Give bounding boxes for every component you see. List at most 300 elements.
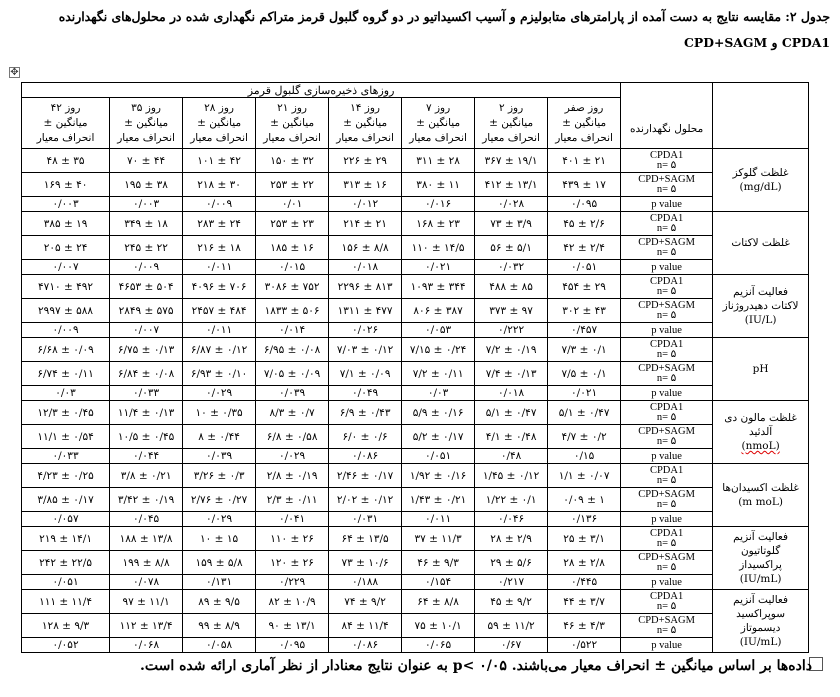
table-row	[22, 488, 809, 512]
p-value-label: p value	[621, 197, 713, 212]
value-cell: ۰/۲۱ ± ۳/۸	[110, 464, 183, 488]
parameter-name3: پراکسیداز	[739, 559, 782, 571]
parameter-name: فعالیت آنزیم	[733, 286, 788, 298]
value-cell: ۳/۹ ± ۷۳	[475, 212, 548, 236]
parameter-name-cell	[713, 212, 809, 275]
p-value-cell: ۰/۱۳۶	[548, 512, 621, 527]
solution-name: CPD+SAGM	[638, 614, 695, 626]
results-table	[21, 82, 809, 653]
p-value-cell: ۰/۰۴۵	[110, 512, 183, 527]
value-cell: ۰/۷ ± ۸/۳	[256, 401, 329, 425]
parameter-name: غلظت گلوکز	[732, 167, 789, 179]
value-cell: ۰/۱۹ ± ۳/۴۲	[110, 488, 183, 512]
value-cell: ۴۹۲ ± ۴۷۱۰	[22, 275, 110, 299]
value-cell: ۰/۵۸ ± ۶/۸	[256, 425, 329, 449]
value-cell: ۴۲ ± ۱۰۱	[183, 149, 256, 173]
value-cell: ۱۳/۱ ± ۴۱۲	[475, 173, 548, 197]
caption-line-2: CPDA1 و CPD+SAGM	[684, 35, 830, 50]
value-cell: ۱۵ ± ۱۰	[183, 527, 256, 551]
p-value-cell: ۰/۰۱۸	[475, 386, 548, 401]
day-stat-label: میانگین ±	[416, 116, 461, 129]
table-row	[22, 212, 809, 236]
value-cell: ۰/۱۷ ± ۳/۸۵	[22, 488, 110, 512]
value-cell: ۱۱/۳ ± ۳۷	[402, 527, 475, 551]
p-value-cell: ۰/۰۰۷	[110, 323, 183, 338]
value-cell: ۲۲ ± ۲۵۳	[256, 173, 329, 197]
solution-cpd-sagm-cell	[621, 488, 713, 512]
value-cell: ۳۲ ± ۱۵۰	[256, 149, 329, 173]
value-cell: ۰/۴۷ ± ۵/۱	[548, 401, 621, 425]
p-value-cell: ۰/۰۳۱	[329, 512, 402, 527]
p-value-cell: ۰/۰۸۶	[329, 638, 402, 653]
solution-cpd-sagm-cell	[621, 551, 713, 575]
day-stat-label-2: انحراف معیار	[36, 131, 95, 144]
table-row	[22, 512, 809, 527]
sample-size: n= ۵	[656, 561, 677, 573]
value-cell: ۱ ± ۰/۰۹	[548, 488, 621, 512]
p-value-cell: ۰/۰۶۵	[402, 638, 475, 653]
value-cell: ۲۱ ± ۴۰۱	[548, 149, 621, 173]
parameter-name: غلظت لاکتات	[731, 237, 790, 249]
solution-name: CPDA1	[649, 590, 684, 602]
sample-size: n= ۵	[656, 372, 677, 384]
sample-size: n= ۵	[656, 222, 677, 234]
value-cell: ۹/۲ ± ۷۴	[329, 590, 402, 614]
day-stat-label-2: انحراف معیار	[117, 131, 175, 144]
sample-size: n= ۵	[656, 246, 677, 258]
value-cell: ۰/۰۸ ± ۶/۹۵	[256, 338, 329, 362]
value-cell: ۰/۱۹ ± ۷/۲	[475, 338, 548, 362]
p-value-cell: ۰/۰۰۳	[110, 197, 183, 212]
solution-name: CPD+SAGM	[638, 551, 695, 563]
parameter-name2: سوپراکسید	[736, 608, 786, 620]
p-value-cell: ۰/۰۴۶	[475, 512, 548, 527]
value-cell: ۰/۰۹ ± ۷/۰۵	[256, 362, 329, 386]
parameter-unit: (nmoL)	[741, 440, 780, 452]
parameter-unit: (IU/L)	[744, 314, 777, 326]
value-cell: ۳۵ ± ۴۸	[22, 149, 110, 173]
day-header	[22, 98, 110, 149]
p-value-cell: ۰/۱۵۴	[402, 575, 475, 590]
solution-name: CPDA1	[649, 401, 684, 413]
p-value-cell: ۰/۰۵۳	[402, 323, 475, 338]
value-cell: ۰/۴۸ ± ۴/۱	[475, 425, 548, 449]
p-value-cell: ۰/۰۳۲	[475, 260, 548, 275]
day-stat-label: میانگین ±	[43, 116, 88, 129]
day-header	[183, 98, 256, 149]
p-value-label: p value	[621, 323, 713, 338]
value-cell: ۸۵ ± ۴۸۸	[475, 275, 548, 299]
parameter-name-cell	[713, 590, 809, 653]
day-stat-label: میانگین ±	[562, 116, 607, 129]
parameter-name: غلظت اکسیدان‌ها	[722, 482, 799, 494]
p-value-cell: ۰/۰۵۱	[548, 260, 621, 275]
day-header	[110, 98, 183, 149]
value-cell: ۰/۲۱ ± ۱/۴۳	[402, 488, 475, 512]
value-cell: ۰/۱ ± ۱/۲۲	[475, 488, 548, 512]
table-row	[22, 401, 809, 425]
value-cell: ۰/۰۸ ± ۶/۸۴	[110, 362, 183, 386]
parameter-name2: آلدئید	[748, 426, 773, 438]
value-cell: ۷۰۶ ± ۴۰۹۶	[183, 275, 256, 299]
p-value-label: p value	[621, 449, 713, 464]
solution-header: محلول نگهدارنده	[621, 83, 713, 149]
day-stat-label: میانگین ±	[197, 116, 242, 129]
day-label: روز ۴۲	[50, 101, 81, 114]
value-cell: ۰/۵۴ ± ۱۱/۱	[22, 425, 110, 449]
p-value-cell: ۰/۰۱۱	[402, 512, 475, 527]
value-cell: ۰/۰۹ ± ۶/۶۸	[22, 338, 110, 362]
value-cell: ۰/۱ ± ۷/۳	[548, 338, 621, 362]
caption-line-1: جدول ۲: مقایسه نتایج به دست آمده از پارامترهای متابولیزم و آسیب اکسیداتیو در دو گروه گلبول قرمز متراکم نگهداری شده در محلول‌های نگهدارنده	[58, 9, 830, 24]
value-cell: ۲/۸ ± ۲۸	[548, 551, 621, 575]
p-value-cell: ۰/۰۸۶	[329, 449, 402, 464]
sample-size: n= ۵	[656, 624, 677, 636]
sample-size: n= ۵	[656, 159, 677, 171]
p-value-cell: ۰/۶۷	[475, 638, 548, 653]
value-cell: ۲۶ ± ۱۲۰	[256, 551, 329, 575]
value-cell: ۲۶ ± ۱۱۰	[256, 527, 329, 551]
value-cell: ۱۱/۱ ± ۹۷	[110, 590, 183, 614]
parameter-name-cell	[713, 527, 809, 590]
day-stat-label-2: انحراف معیار	[482, 131, 540, 144]
day-label: روز ۲	[498, 101, 524, 114]
table-row	[22, 590, 809, 614]
value-cell: ۲۲/۵ ± ۲۴۲	[22, 551, 110, 575]
value-cell: ۰/۰۷ ± ۱/۱	[548, 464, 621, 488]
value-cell: ۰/۱۲ ± ۷/۰۳	[329, 338, 402, 362]
p-value-cell: ۰/۰۲۹	[183, 512, 256, 527]
p-value-cell: ۰/۵۲۲	[548, 638, 621, 653]
value-cell: ۲۹ ± ۲۲۶	[329, 149, 402, 173]
table-row	[22, 149, 809, 173]
value-cell: ۱۱/۲ ± ۵۹	[475, 614, 548, 638]
value-cell: ۴۴ ± ۷۰	[110, 149, 183, 173]
value-cell: ۰/۴۴ ± ۸	[183, 425, 256, 449]
p-value-cell: ۰/۰۰۹	[22, 323, 110, 338]
sample-size: n= ۵	[656, 537, 677, 549]
p-value-cell: ۰/۰۱	[256, 197, 329, 212]
value-cell: ۰/۱ ± ۷/۵	[548, 362, 621, 386]
day-label: روز صفر	[564, 101, 604, 114]
p-value-cell: ۰/۲۲۹	[256, 575, 329, 590]
p-value-cell: ۰/۰۳	[402, 386, 475, 401]
value-cell: ۸۱۳ ± ۲۲۹۶	[329, 275, 402, 299]
day-stat-label-2: انحراف معیار	[190, 131, 248, 144]
parameter-name3: دیسموتاز	[740, 622, 781, 634]
sample-size: n= ۵	[656, 411, 677, 423]
p-value-cell: ۰/۰۲۱	[548, 386, 621, 401]
sample-size: n= ۵	[656, 600, 677, 612]
solution-name: CPD+SAGM	[638, 425, 695, 437]
value-cell: ۱۳/۱ ± ۹۰	[256, 614, 329, 638]
solution-cpd-sagm-cell	[621, 614, 713, 638]
p-value-cell: ۰/۴۸	[475, 449, 548, 464]
sample-size: n= ۵	[656, 348, 677, 360]
parameter-name-cell	[713, 464, 809, 527]
table-footnote: داده‌ها بر اساس میانگین ± انحراف معیار می‌باشند. p< ۰/۰۵ به عنوان نتایج معنادار از نظر آماری ارائه شده است.	[139, 658, 812, 674]
table-row	[22, 236, 809, 260]
value-cell: ۱۴/۱ ± ۲۱۹	[22, 527, 110, 551]
p-value-label: p value	[621, 386, 713, 401]
value-cell: ۵۷۵ ± ۲۸۴۹	[110, 299, 183, 323]
table-row	[22, 527, 809, 551]
value-cell: ۳/۷ ± ۴۴	[548, 590, 621, 614]
solution-cpda1-cell	[621, 401, 713, 425]
p-value-cell: ۰/۰۳۳	[110, 386, 183, 401]
value-cell: ۲/۴ ± ۴۲	[548, 236, 621, 260]
day-stat-label-2: انحراف معیار	[555, 131, 613, 144]
value-cell: ۸/۹ ± ۹۹	[183, 614, 256, 638]
solution-cpda1-cell	[621, 275, 713, 299]
table-row	[22, 638, 809, 653]
solution-name: CPD+SAGM	[638, 299, 695, 311]
value-cell: ۳/۱ ± ۲۵	[548, 527, 621, 551]
p-value-cell: ۰/۰۲۶	[329, 323, 402, 338]
table-row	[22, 575, 809, 590]
value-cell: ۴۰ ± ۱۶۹	[22, 173, 110, 197]
day-stat-label: میانگین ±	[270, 116, 315, 129]
value-cell: ۰/۱۳ ± ۶/۷۵	[110, 338, 183, 362]
value-cell: ۸/۸ ± ۱۵۶	[329, 236, 402, 260]
p-value-cell: ۰/۲۱۷	[475, 575, 548, 590]
parameter-unit: (IU/mL)	[739, 636, 782, 648]
value-cell: ۰/۳ ± ۳/۲۶	[183, 464, 256, 488]
day-label: روز ۷	[425, 101, 451, 114]
value-cell: ۰/۲ ± ۴/۷	[548, 425, 621, 449]
p-value-cell: ۰/۰۳۹	[256, 386, 329, 401]
value-cell: ۵/۸ ± ۱۵۹	[183, 551, 256, 575]
p-value-cell: ۰/۰۲۹	[256, 449, 329, 464]
table-row	[22, 386, 809, 401]
solution-name: CPDA1	[649, 527, 684, 539]
solution-cpd-sagm-cell	[621, 236, 713, 260]
value-cell: ۲/۹ ± ۲۸	[475, 527, 548, 551]
sample-size: n= ۵	[656, 309, 677, 321]
solution-cpd-sagm-cell	[621, 173, 713, 197]
day-stat-label: میانگین ±	[489, 116, 534, 129]
value-cell: ۲۳ ± ۱۶۸	[402, 212, 475, 236]
solution-cpda1-cell	[621, 464, 713, 488]
day-header	[548, 98, 621, 149]
p-value-cell: ۰/۱۳۱	[183, 575, 256, 590]
value-cell: ۱۶ ± ۳۱۳	[329, 173, 402, 197]
sample-size: n= ۵	[656, 474, 677, 486]
table-row	[22, 173, 809, 197]
value-cell: ۹/۳ ± ۴۶	[402, 551, 475, 575]
parameter-name2: گلوتاتیون	[740, 545, 781, 557]
parameter-name2: لاکتات دهیدروژناز	[722, 300, 799, 312]
p-value-cell: ۰/۰۵۸	[183, 638, 256, 653]
p-value-cell: ۰/۰۹۵	[256, 638, 329, 653]
p-value-cell: ۰/۰۱۴	[256, 323, 329, 338]
value-cell: ۰/۳۵ ± ۱۰	[183, 401, 256, 425]
table-row	[22, 449, 809, 464]
value-cell: ۵۰۶ ± ۱۸۳۳	[256, 299, 329, 323]
parameter-name: pH	[752, 363, 769, 375]
table-row	[22, 551, 809, 575]
solution-name: CPDA1	[649, 464, 684, 476]
value-cell: ۰/۶ ± ۶/۰	[329, 425, 402, 449]
p-value-cell: ۰/۰۷۸	[110, 575, 183, 590]
p-value-cell: ۰/۰۵۱	[402, 449, 475, 464]
value-cell: ۳۴۴ ± ۱۰۹۳	[402, 275, 475, 299]
value-cell: ۰/۱۹ ± ۲/۸	[256, 464, 329, 488]
p-value-cell: ۰/۰۲۹	[183, 386, 256, 401]
p-value-cell: ۰/۴۴۵	[548, 575, 621, 590]
p-value-cell: ۰/۰۵۷	[22, 512, 110, 527]
value-cell: ۸/۸ ± ۶۴	[402, 590, 475, 614]
solution-cpda1-cell	[621, 527, 713, 551]
p-value-cell: ۰/۰۴۱	[256, 512, 329, 527]
solution-cpd-sagm-cell	[621, 425, 713, 449]
p-value-label: p value	[621, 575, 713, 590]
table-row	[22, 614, 809, 638]
value-cell: ۳۰ ± ۲۱۸	[183, 173, 256, 197]
p-value-label: p value	[621, 260, 713, 275]
value-cell: ۴/۳ ± ۴۶	[548, 614, 621, 638]
day-stat-label-2: انحراف معیار	[263, 131, 321, 144]
value-cell: ۱۸ ± ۳۴۹	[110, 212, 183, 236]
results-table-body	[22, 149, 809, 653]
value-cell: ۴۳ ± ۳۰۲	[548, 299, 621, 323]
value-cell: ۰/۱۲ ± ۲/۰۲	[329, 488, 402, 512]
p-value-cell: ۰/۰۵۱	[22, 575, 110, 590]
value-cell: ۰/۱۱ ± ۷/۲	[402, 362, 475, 386]
value-cell: ۱۳/۸ ± ۱۸۸	[110, 527, 183, 551]
value-cell: ۰/۴۳ ± ۶/۹	[329, 401, 402, 425]
p-value-cell: ۰/۰۰۳	[22, 197, 110, 212]
p-value-cell: ۰/۰۵۲	[22, 638, 110, 653]
day-label: روز ۲۸	[204, 101, 234, 114]
sample-size: n= ۵	[656, 183, 677, 195]
value-cell: ۰/۱۳ ± ۷/۴	[475, 362, 548, 386]
p-value-cell: ۰/۲۲۲	[475, 323, 548, 338]
param-header-empty	[713, 83, 809, 149]
p-value-cell: ۰/۰۹۵	[548, 197, 621, 212]
solution-name: CPD+SAGM	[638, 488, 695, 500]
solution-name: CPD+SAGM	[638, 362, 695, 374]
value-cell: ۲۹ ± ۴۵۴	[548, 275, 621, 299]
p-value-cell: ۰/۰۱۶	[402, 197, 475, 212]
value-cell: ۸/۸ ± ۱۹۹	[110, 551, 183, 575]
value-cell: ۰/۱۳ ± ۱۱/۴	[110, 401, 183, 425]
value-cell: ۲۸ ± ۳۱۱	[402, 149, 475, 173]
parameter-name-cell	[713, 338, 809, 401]
value-cell: ۱۱/۴ ± ۸۴	[329, 614, 402, 638]
table-row	[22, 464, 809, 488]
table-row	[22, 362, 809, 386]
p-value-cell: ۰/۰۴۴	[110, 449, 183, 464]
table-row	[22, 275, 809, 299]
p-value-label: p value	[621, 512, 713, 527]
day-label: روز ۳۵	[131, 101, 161, 114]
p-value-cell: ۰/۰۱۵	[256, 260, 329, 275]
value-cell: ۹۷ ± ۳۷۳	[475, 299, 548, 323]
day-header	[329, 98, 402, 149]
value-cell: ۲۳ ± ۲۵۳	[256, 212, 329, 236]
value-cell: ۰/۲۴ ± ۷/۱۵	[402, 338, 475, 362]
solution-name: CPDA1	[649, 275, 684, 287]
value-cell: ۹/۵ ± ۸۹	[183, 590, 256, 614]
day-header	[256, 98, 329, 149]
solution-name: CPD+SAGM	[638, 173, 695, 185]
value-cell: ۲۱ ± ۲۱۴	[329, 212, 402, 236]
p-value-label: p value	[621, 638, 713, 653]
solution-cpd-sagm-cell	[621, 299, 713, 323]
p-value-cell: ۰/۱۵	[548, 449, 621, 464]
sample-size: n= ۵	[656, 435, 677, 447]
table-caption	[10, 4, 830, 56]
storage-days-header: روزهای ذخیره‌سازی گلبول قرمز	[22, 83, 621, 98]
move-handle-icon[interactable]: ✥	[10, 67, 19, 78]
value-cell: ۳۸۷ ± ۸۰۶	[402, 299, 475, 323]
day-stat-label-2: انحراف معیار	[409, 131, 467, 144]
value-cell: ۲۴ ± ۲۰۵	[22, 236, 110, 260]
table-row	[22, 425, 809, 449]
value-cell: ۱۹ ± ۳۸۵	[22, 212, 110, 236]
table-row	[22, 323, 809, 338]
value-cell: ۰/۱۱ ± ۲/۳	[256, 488, 329, 512]
solution-cpda1-cell	[621, 212, 713, 236]
value-cell: ۰/۴۵ ± ۱۲/۳	[22, 401, 110, 425]
value-cell: ۰/۱۶ ± ۱/۹۲	[402, 464, 475, 488]
parameter-name-cell	[713, 275, 809, 338]
solution-cpda1-cell	[621, 590, 713, 614]
p-value-cell: ۰/۴۵۷	[548, 323, 621, 338]
value-cell: ۱۸ ± ۲۱۶	[183, 236, 256, 260]
table-row	[22, 197, 809, 212]
value-cell: ۰/۲۷ ± ۲/۷۶	[183, 488, 256, 512]
value-cell: ۰/۱۰ ± ۶/۹۳	[183, 362, 256, 386]
value-cell: ۰/۴۷ ± ۵/۱	[475, 401, 548, 425]
p-value-cell: ۰/۰۶۸	[110, 638, 183, 653]
table-row	[22, 299, 809, 323]
p-value-cell: ۰/۰۱۲	[329, 197, 402, 212]
day-stat-label: میانگین ±	[343, 116, 388, 129]
parameter-name-cell	[713, 149, 809, 212]
p-value-cell: ۰/۰۳۹	[183, 449, 256, 464]
p-value-cell: ۰/۰۲۱	[402, 260, 475, 275]
results-table-wrapper	[21, 82, 808, 653]
value-cell: ۱۰/۶ ± ۷۳	[329, 551, 402, 575]
solution-cpda1-cell	[621, 338, 713, 362]
table-row	[22, 338, 809, 362]
parameter-name: فعالیت آنزیم	[733, 531, 788, 543]
value-cell: ۵۸۸ ± ۲۹۹۷	[22, 299, 110, 323]
value-cell: ۹/۳ ± ۱۲۸	[22, 614, 110, 638]
table-row	[22, 260, 809, 275]
p-value-cell: ۰/۰۴۹	[329, 386, 402, 401]
value-cell: ۱۹/۱ ± ۳۶۷	[475, 149, 548, 173]
value-cell: ۲۴ ± ۲۸۳	[183, 212, 256, 236]
p-value-cell: ۰/۰۰۹	[183, 197, 256, 212]
p-value-cell: ۰/۱۸۸	[329, 575, 402, 590]
day-label: روز ۲۱	[277, 101, 307, 114]
solution-name: CPDA1	[649, 149, 684, 161]
sample-size: n= ۵	[656, 498, 677, 510]
p-value-cell: ۰/۰۱۱	[183, 323, 256, 338]
value-cell: ۳۸ ± ۱۹۵	[110, 173, 183, 197]
value-cell: ۱۴/۵ ± ۱۱۰	[402, 236, 475, 260]
value-cell: ۵۰۴ ± ۴۶۵۳	[110, 275, 183, 299]
p-value-cell: ۰/۰۳۳	[22, 449, 110, 464]
value-cell: ۲۲ ± ۲۴۵	[110, 236, 183, 260]
value-cell: ۵/۶ ± ۲۹	[475, 551, 548, 575]
solution-cpd-sagm-cell	[621, 362, 713, 386]
value-cell: ۰/۱۷ ± ۵/۲	[402, 425, 475, 449]
parameter-unit: (IU/mL)	[739, 573, 782, 585]
